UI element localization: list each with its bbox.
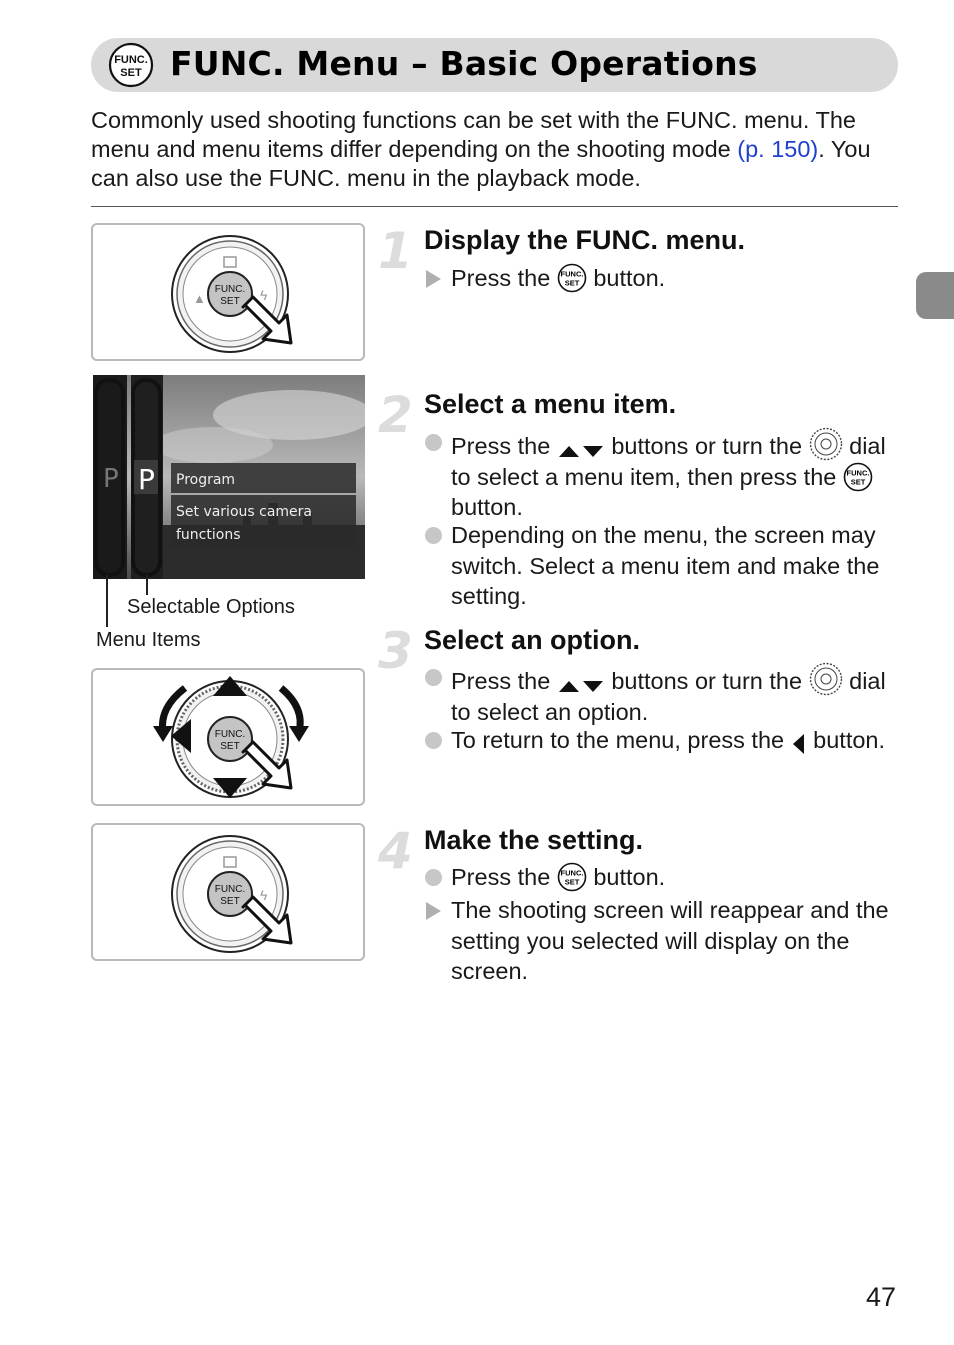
svg-text:FUNC.: FUNC. bbox=[214, 729, 246, 740]
step-number: 4 bbox=[378, 822, 413, 880]
svg-text:FUNC.: FUNC. bbox=[214, 284, 246, 295]
step-title: Display the FUNC. menu. bbox=[424, 225, 746, 255]
control-dial-illustration-step4 bbox=[91, 823, 365, 961]
caption-selectable-options: Selectable Options bbox=[127, 596, 295, 618]
bullet-icon bbox=[425, 869, 442, 886]
intro-text-2: . You can also use the FUNC. menu in the playback mode. bbox=[91, 136, 871, 191]
chapter-tab bbox=[916, 272, 954, 319]
func-set-icon bbox=[108, 42, 154, 88]
up-down-buttons-icon bbox=[557, 676, 605, 696]
bullet-icon bbox=[425, 732, 442, 749]
step-number: 1 bbox=[378, 222, 413, 280]
func-set-button-icon bbox=[557, 263, 587, 293]
svg-text:FUNC.: FUNC. bbox=[560, 269, 584, 279]
result-bullet-icon bbox=[426, 902, 441, 920]
step-number: 2 bbox=[378, 386, 413, 444]
up-down-buttons-icon bbox=[557, 441, 605, 461]
step-title: Select a menu item. bbox=[424, 389, 677, 419]
control-dial-icon bbox=[809, 427, 843, 461]
result-bullet-icon bbox=[426, 270, 441, 288]
svg-text:▲: ▲ bbox=[193, 291, 206, 306]
step-instruction: The shooting screen will reappear and the setting you selected will display on the screen. bbox=[424, 895, 904, 987]
control-dial-press-icon bbox=[93, 825, 367, 963]
svg-text:SET: SET bbox=[564, 877, 580, 887]
step-instruction: Press the buttons or turn the dial to select an option. bbox=[424, 662, 904, 727]
svg-text:SET: SET bbox=[120, 67, 142, 79]
step-title: Make the setting. bbox=[424, 825, 644, 855]
svg-text:SET: SET bbox=[220, 296, 240, 307]
control-dial-illustration-step1 bbox=[91, 223, 365, 361]
svg-text:P: P bbox=[103, 464, 119, 494]
func-menu-screen-image bbox=[93, 375, 365, 579]
left-button-icon bbox=[791, 733, 807, 755]
page-reference-link[interactable]: (p. 150) bbox=[737, 136, 819, 162]
svg-text:ϟ: ϟ bbox=[260, 887, 268, 903]
func-set-button-icon bbox=[843, 462, 873, 492]
svg-text:SET: SET bbox=[220, 741, 240, 752]
caption-menu-items: Menu Items bbox=[96, 629, 201, 651]
bullet-icon bbox=[425, 434, 442, 451]
bullet-icon bbox=[425, 527, 442, 544]
step-instruction: Press the buttons or turn the dial to select a menu item, then press the FUNC. SET button. bbox=[424, 427, 904, 523]
step-number: 3 bbox=[378, 622, 413, 680]
func-set-button-icon bbox=[557, 862, 587, 892]
svg-text:SET: SET bbox=[220, 896, 240, 907]
svg-text:P: P bbox=[138, 463, 155, 496]
step-instruction: Depending on the menu, the screen may switch. Select a menu item and make the setting. bbox=[424, 520, 904, 612]
svg-text:FUNC.: FUNC. bbox=[560, 868, 584, 878]
page-number: 47 bbox=[866, 1282, 897, 1312]
step-instruction: To return to the menu, press the button. bbox=[424, 725, 904, 756]
svg-text:ϟ: ϟ bbox=[260, 287, 268, 303]
svg-text:FUNC.: FUNC. bbox=[114, 54, 148, 66]
page-title: FUNC. Menu – Basic Operations bbox=[170, 44, 758, 83]
control-dial-press-icon bbox=[93, 225, 367, 363]
control-dial-illustration-step3 bbox=[91, 668, 365, 806]
divider bbox=[91, 206, 898, 207]
svg-text:FUNC.: FUNC. bbox=[846, 468, 870, 477]
svg-text:FUNC.: FUNC. bbox=[214, 884, 246, 895]
bullet-icon bbox=[425, 669, 442, 686]
control-dial-rotate-icon bbox=[93, 670, 367, 808]
step-title: Select an option. bbox=[424, 625, 641, 655]
intro-text-1: Commonly used shooting functions can be set with the FUNC. menu. The menu and menu items differ depending on the shooting mode bbox=[91, 107, 857, 162]
step-instruction: Press the FUNC. SET button. bbox=[424, 263, 904, 294]
svg-text:SET: SET bbox=[564, 278, 580, 288]
step-instruction: Press the FUNC. SET button. bbox=[424, 862, 904, 893]
svg-text:functions: functions bbox=[176, 527, 241, 543]
control-dial-icon bbox=[809, 662, 843, 696]
intro-paragraph bbox=[91, 106, 901, 193]
svg-text:SET: SET bbox=[850, 477, 866, 486]
svg-text:Program: Program bbox=[176, 472, 236, 488]
svg-text:Set various camera: Set various camera bbox=[176, 504, 312, 520]
